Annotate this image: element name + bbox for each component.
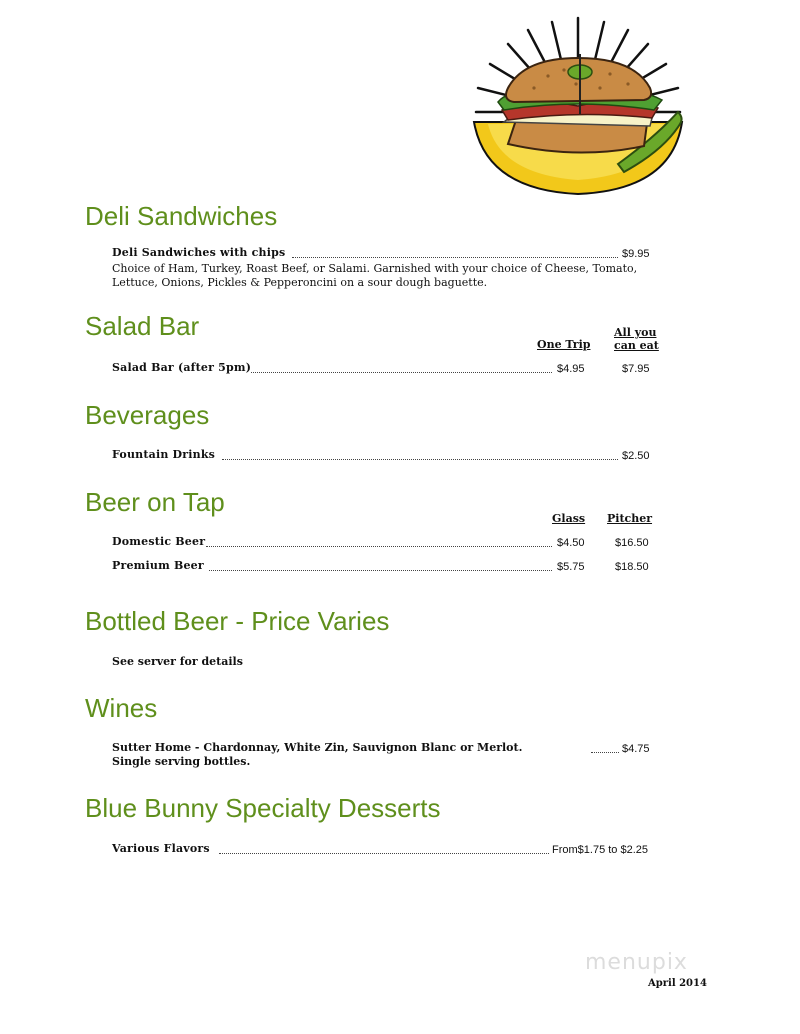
dot-leader: [219, 853, 549, 854]
menu-item-salad-bar: Salad Bar (after 5pm): [112, 361, 252, 374]
section-title-wines: Wines: [85, 693, 158, 723]
column-header-line: can eat: [614, 339, 659, 352]
price-salad-all-you-can-eat: $7.95: [622, 363, 650, 375]
menu-item-fountain-drinks: Fountain Drinks: [112, 448, 216, 461]
price-salad-one-trip: $4.95: [557, 363, 585, 375]
price-deli-sandwiches: $9.95: [622, 248, 650, 260]
price-desserts: From$1.75 to $2.25: [552, 844, 649, 856]
column-header-line: All you: [614, 326, 657, 339]
price-premium-glass: $5.75: [557, 561, 585, 573]
wine-serving-note: Single serving bottles.: [112, 755, 251, 768]
dot-leader: [209, 570, 552, 571]
price-domestic-pitcher: $16.50: [615, 537, 649, 549]
column-header-all-you-can-eat: [614, 326, 659, 352]
dot-leader: [591, 752, 619, 753]
section-title-desserts: Blue Bunny Specialty Desserts: [85, 793, 441, 823]
column-header-glass: Glass: [552, 512, 586, 525]
section-title-beer-on-tap: Beer on Tap: [85, 487, 225, 517]
menu-item-premium-beer: Premium Beer: [112, 559, 204, 572]
menu-item-deli-sandwiches: Deli Sandwiches with chips: [112, 246, 286, 259]
footer-date: April 2014: [648, 978, 707, 989]
item-description: Choice of Ham, Turkey, Roast Beef, or Salami. Garnished with your choice of Cheese, Tomato, Lettuce, Onions, Pickles & Pepperoncini on a sour dough baguette.: [112, 262, 638, 289]
dot-leader: [222, 459, 618, 460]
menu-item-various-flavors: Various Flavors: [112, 842, 210, 855]
price-wines: $4.75: [622, 743, 650, 755]
section-title-beverages: Beverages: [85, 400, 210, 430]
menupix-watermark: menupix: [585, 950, 688, 975]
wine-description-line: Sutter Home - Chardonnay, White Zin, Sauvignon Blanc or Merlot.: [112, 741, 523, 754]
column-header-pitcher: Pitcher: [607, 512, 653, 525]
bottled-beer-note: See server for details: [112, 655, 243, 668]
price-premium-pitcher: $18.50: [615, 561, 649, 573]
section-title-salad-bar: Salad Bar: [85, 311, 200, 341]
price-fountain-drinks: $2.50: [622, 450, 650, 462]
column-header-one-trip: One Trip: [537, 338, 591, 351]
menu-item-domestic-beer: Domestic Beer: [112, 535, 206, 548]
section-title-deli-sandwiches: Deli Sandwiches: [85, 201, 278, 231]
dot-leader: [292, 257, 618, 258]
dot-leader: [251, 372, 552, 373]
sandwich-illustration-icon: [468, 14, 688, 200]
price-domestic-glass: $4.50: [557, 537, 585, 549]
dot-leader: [206, 546, 552, 547]
section-title-bottled-beer: Bottled Beer - Price Varies: [85, 606, 390, 636]
